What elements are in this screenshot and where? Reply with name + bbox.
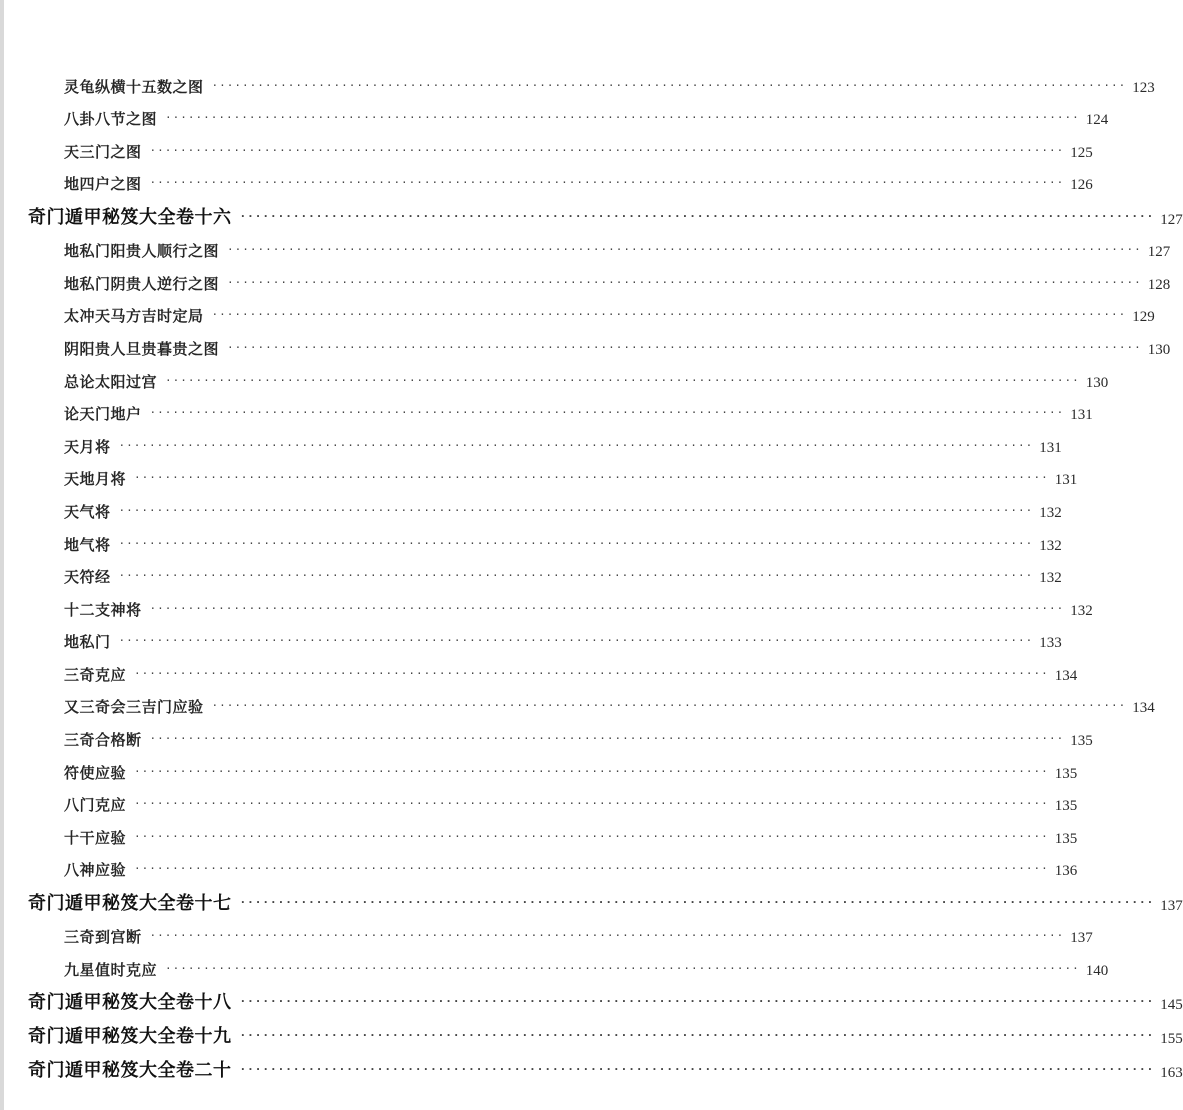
toc-dot-leader: ························································································································ xyxy=(227,275,1142,289)
toc-page-number: 135 xyxy=(1054,798,1078,815)
toc-entry-title: 太冲天马方吉时定局 xyxy=(64,308,204,326)
toc-page-number: 129 xyxy=(1132,309,1155,326)
toc-dot-leader: ························································································································ xyxy=(134,797,1049,811)
toc-entry-title: 地私门 xyxy=(64,634,111,652)
toc-page-number: 136 xyxy=(1054,863,1078,880)
toc-entry-title: 又三奇会三吉门应验 xyxy=(64,699,204,717)
toc-page-number: 131 xyxy=(1054,472,1078,489)
toc-dot-leader: ························································································································ xyxy=(149,406,1065,420)
toc-entry-title: 符使应验 xyxy=(64,764,127,782)
toc-dot-leader: ························································································································ xyxy=(239,895,1155,909)
toc-entry xyxy=(28,555,1062,588)
toc-entry xyxy=(28,783,1078,816)
toc-dot-leader: ························································································································ xyxy=(118,438,1034,452)
toc-entry-title: 奇门遁甲秘笈大全卷十六 xyxy=(28,206,232,227)
toc-entry xyxy=(28,620,1062,653)
toc-page-number: 131 xyxy=(1070,407,1093,424)
toc-entry xyxy=(28,261,1171,294)
toc-dot-leader: ························································································································ xyxy=(134,829,1049,843)
toc-entry xyxy=(28,392,1093,425)
toc-entry-title: 地四户之图 xyxy=(64,176,142,194)
toc-dot-leader: ························································································································ xyxy=(165,373,1080,387)
toc-dot-leader: ························································································································ xyxy=(134,471,1049,485)
toc-entry xyxy=(28,326,1171,359)
toc-dot-leader: ························································································································ xyxy=(134,764,1049,778)
toc-entry-title: 八门克应 xyxy=(64,797,127,815)
toc-entry-title: 三奇到宫断 xyxy=(64,929,142,947)
toc-entry xyxy=(28,587,1093,620)
toc-entry xyxy=(28,915,1093,948)
toc-entry xyxy=(28,97,1109,130)
toc-dot-leader: ························································································································ xyxy=(211,308,1127,322)
toc-entry xyxy=(28,848,1078,881)
toc-page-number: 135 xyxy=(1054,830,1078,847)
toc-entry xyxy=(28,489,1062,522)
toc-page-number: 135 xyxy=(1054,765,1078,782)
toc-entry-title: 天三门之图 xyxy=(64,143,142,161)
toc-page-number: 130 xyxy=(1147,341,1171,358)
toc-entry-title: 八卦八节之图 xyxy=(64,111,158,129)
toc-dot-leader: ························································································································ xyxy=(118,536,1034,550)
toc-dot-leader: ························································································································ xyxy=(149,732,1065,746)
toc-chapter-heading xyxy=(28,880,1183,914)
toc-dot-leader: ························································································································ xyxy=(227,243,1142,257)
toc-dot-leader: ························································································································ xyxy=(134,666,1049,680)
toc-page-number: 132 xyxy=(1039,570,1062,587)
toc-entry-title: 九星值时克应 xyxy=(64,961,158,979)
toc-page-number: 132 xyxy=(1070,602,1093,619)
toc-dot-leader: ························································································································ xyxy=(134,862,1049,876)
toc-chapter-heading xyxy=(28,194,1183,228)
toc-page-number: 134 xyxy=(1132,700,1155,717)
toc-entry-title: 天月将 xyxy=(64,438,111,456)
toc-entry-title: 三奇合格断 xyxy=(64,732,142,750)
toc-page-number: 131 xyxy=(1039,439,1062,456)
toc-dot-leader: ························································································································ xyxy=(165,961,1080,975)
toc-page-number: 132 xyxy=(1039,504,1062,521)
toc-page-number: 126 xyxy=(1070,177,1093,194)
toc-page-number: 163 xyxy=(1160,1065,1183,1082)
toc-page-number: 137 xyxy=(1070,930,1093,947)
toc-page-number: 127 xyxy=(1147,244,1171,261)
toc-chapter-heading xyxy=(28,1048,1183,1082)
toc-entry-title: 奇门遁甲秘笈大全卷十九 xyxy=(28,1026,232,1047)
toc-page-number: 137 xyxy=(1160,897,1183,914)
toc-dot-leader: ························································································································ xyxy=(239,1063,1155,1077)
toc-dot-leader: ························································································································ xyxy=(165,111,1080,125)
toc-entry xyxy=(28,64,1155,97)
toc-dot-leader: ························································································································ xyxy=(239,1029,1155,1043)
toc-dot-leader: ························································································································ xyxy=(118,569,1034,583)
toc-entry-title: 天符经 xyxy=(64,569,111,587)
toc-dot-leader: ························································································································ xyxy=(118,634,1034,648)
toc-entry-title: 阴阳贵人旦贵暮贵之图 xyxy=(64,340,220,358)
toc-dot-leader: ························································································································ xyxy=(239,995,1155,1008)
toc-page-number: 155 xyxy=(1160,1031,1183,1048)
toc-page-number: 124 xyxy=(1085,112,1109,129)
toc-dot-leader: ························································································································ xyxy=(149,143,1065,157)
toc-dot-leader: ························································································································ xyxy=(149,176,1065,190)
toc-entry-title: 灵龟纵横十五数之图 xyxy=(64,78,204,96)
toc-page-number: 125 xyxy=(1070,144,1093,161)
toc-chapter-heading xyxy=(28,1014,1183,1048)
toc-page-number: 132 xyxy=(1039,537,1062,554)
toc-entry xyxy=(28,162,1093,195)
toc-entry xyxy=(28,947,1109,980)
toc-entry-title: 八神应验 xyxy=(64,862,127,880)
toc-page-number: 123 xyxy=(1132,79,1155,96)
toc-entry xyxy=(28,457,1078,490)
toc-entry-title: 天气将 xyxy=(64,503,111,521)
toc-entry xyxy=(28,652,1078,685)
toc-entry xyxy=(28,294,1155,327)
toc-dot-leader: ························································································································ xyxy=(239,209,1155,223)
toc-entry-title: 奇门遁甲秘笈大全卷十七 xyxy=(28,892,232,913)
toc-entry-title: 天地月将 xyxy=(64,471,127,489)
toc-entry-title: 奇门遁甲秘笈大全卷二十 xyxy=(28,1060,232,1081)
toc-dot-leader: ························································································································ xyxy=(118,503,1034,517)
toc-page-number: 145 xyxy=(1160,997,1183,1013)
toc-entry xyxy=(28,359,1109,392)
toc-entry-title: 十干应验 xyxy=(64,829,127,847)
toc-chapter-heading xyxy=(28,980,1183,1014)
toc-page-number: 140 xyxy=(1085,962,1109,979)
toc-entry xyxy=(28,717,1093,750)
toc-dot-leader: ························································································································ xyxy=(211,78,1127,92)
table-of-contents xyxy=(28,64,1183,1082)
toc-entry-title: 论天门地户 xyxy=(64,406,142,424)
toc-entry-title: 地私门阳贵人顺行之图 xyxy=(64,243,220,261)
toc-dot-leader: ························································································································ xyxy=(211,699,1127,713)
toc-page-number: 135 xyxy=(1070,733,1093,750)
toc-entry xyxy=(28,522,1062,555)
toc-dot-leader: ························································································································ xyxy=(149,601,1065,615)
toc-dot-leader: ························································································································ xyxy=(227,340,1142,354)
toc-entry-title: 奇门遁甲秘笈大全卷十八 xyxy=(28,992,232,1012)
toc-entry-title: 地气将 xyxy=(64,536,111,554)
toc-entry-title: 十二支神将 xyxy=(64,601,142,619)
toc-page-number: 133 xyxy=(1039,635,1062,652)
page-edge xyxy=(0,0,4,1110)
toc-page-number: 128 xyxy=(1147,276,1171,293)
toc-entry-title: 总论太阳过宫 xyxy=(64,373,158,391)
toc-entry-title: 地私门阴贵人逆行之图 xyxy=(64,275,220,293)
toc-dot-leader: ························································································································ xyxy=(149,929,1065,943)
toc-page-number: 134 xyxy=(1054,667,1078,684)
toc-page-number: 127 xyxy=(1160,211,1183,228)
toc-page-number: 130 xyxy=(1085,374,1109,391)
toc-entry xyxy=(28,424,1062,457)
toc-entry xyxy=(28,685,1155,718)
toc-entry xyxy=(28,815,1078,848)
toc-entry xyxy=(28,229,1171,262)
toc-entry xyxy=(28,129,1093,162)
toc-entry xyxy=(28,750,1078,783)
toc-entry-title: 三奇克应 xyxy=(64,666,127,684)
